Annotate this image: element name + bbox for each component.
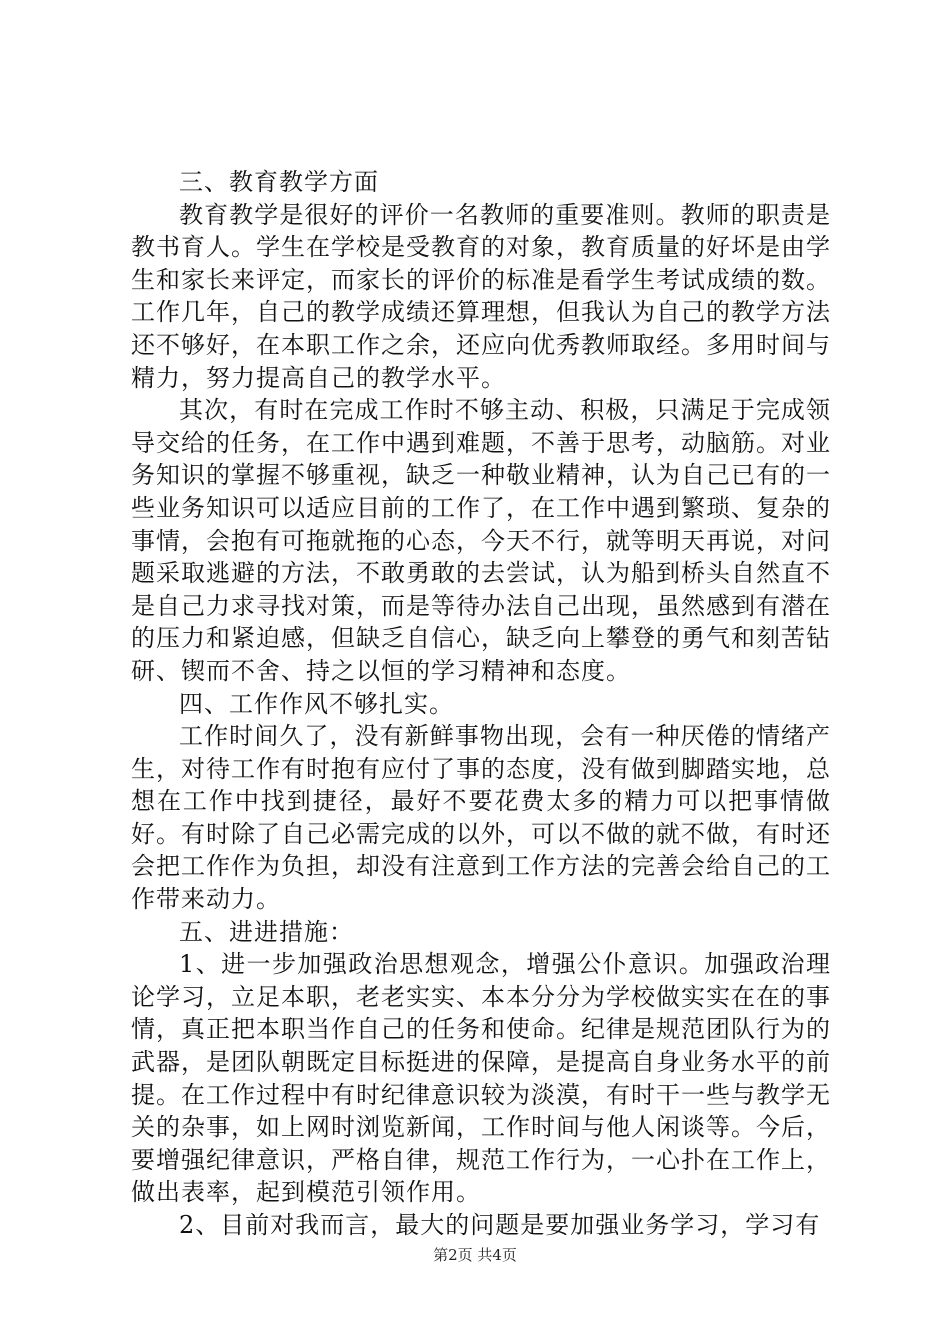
paragraph-secondly: 其次，有时在完成工作时不够主动、积极，只满足于完成领导交给的任务，在工作中遇到难题，不善于思考，动脑筋。对业务知识的掌握不够重视，缺乏一种敬业精神，认为自己已有的一些业务知识可以适应目前的工作了，在工作中遇到繁琐、复杂的事情，会抱有可拖就拖的心态，今天不行，就等明天再说，对问题采取逃避的方法，不敢勇敢的去尝试，认为船到桥头自然直不是自己力求寻找对策，而是等待办法自己出现，虽然感到有潜在的压力和紧迫感，但缺乏自信心，缺乏向上攀登的勇气和刻苦钻研、锲而不舍、持之以恒的学习精神和态度。: [131, 396, 831, 685]
paragraph-teaching: 教育教学是很好的评价一名教师的重要准则。教师的职责是教书育人。学生在学校是受教育的对象，教育质量的好坏是由学生和家长来评定，而家长的评价的标准是看学生考试成绩的数。工作几年，自己的教学成绩还算理想，但我认为自己的教学方法还不够好，在本职工作之余，还应向优秀教师取经。多用时间与精力，努力提高自己的教学水平。: [131, 200, 831, 392]
paragraph-work-style: 工作时间久了，没有新鲜事物出现，会有一种厌倦的情绪产生，对待工作有时抱有应付了事的态度，没有做到脚踏实地，总想在工作中找到捷径，最好不要花费太多的精力可以把事情做好。有时除了自己必需完成的以外，可以不做的就不做，有时还会把工作作为负担，却没有注意到工作方法的完善会给自己的工作带来动力。: [131, 722, 831, 914]
paragraph-measure-2: 2、目前对我而言，最大的问题是要加强业务学习，学习有: [179, 1211, 821, 1239]
paragraph-measure-1: 1、进一步加强政治思想观念，增强公仆意识。加强政治理论学习，立足本职，老老实实、本本分分为学校做实实在在的事情，真正把本职当作自己的任务和使命。纪律是规范团队行为的武器，是团队朝既定目标挺进的保障，是提高自身业务水平的前提。在工作过程中有时纪律意识较为淡漠，有时干一些与教学无关的杂事，如上网时浏览新闻，工作时间与他人闲谈等。今后，要增强纪律意识，严格自律，规范工作行为，一心扑在工作上，做出表率，起到模范引领作用。: [131, 950, 831, 1207]
section-heading-work-style: 四、工作作风不够扎实。: [179, 689, 454, 718]
document-body: [131, 166, 831, 1242]
section-heading-teaching: 三、教育教学方面: [179, 168, 379, 196]
page-number-footer: 第2页 共4页: [433, 1246, 517, 1264]
section-heading-measures: 五、进进措施：: [179, 917, 354, 946]
